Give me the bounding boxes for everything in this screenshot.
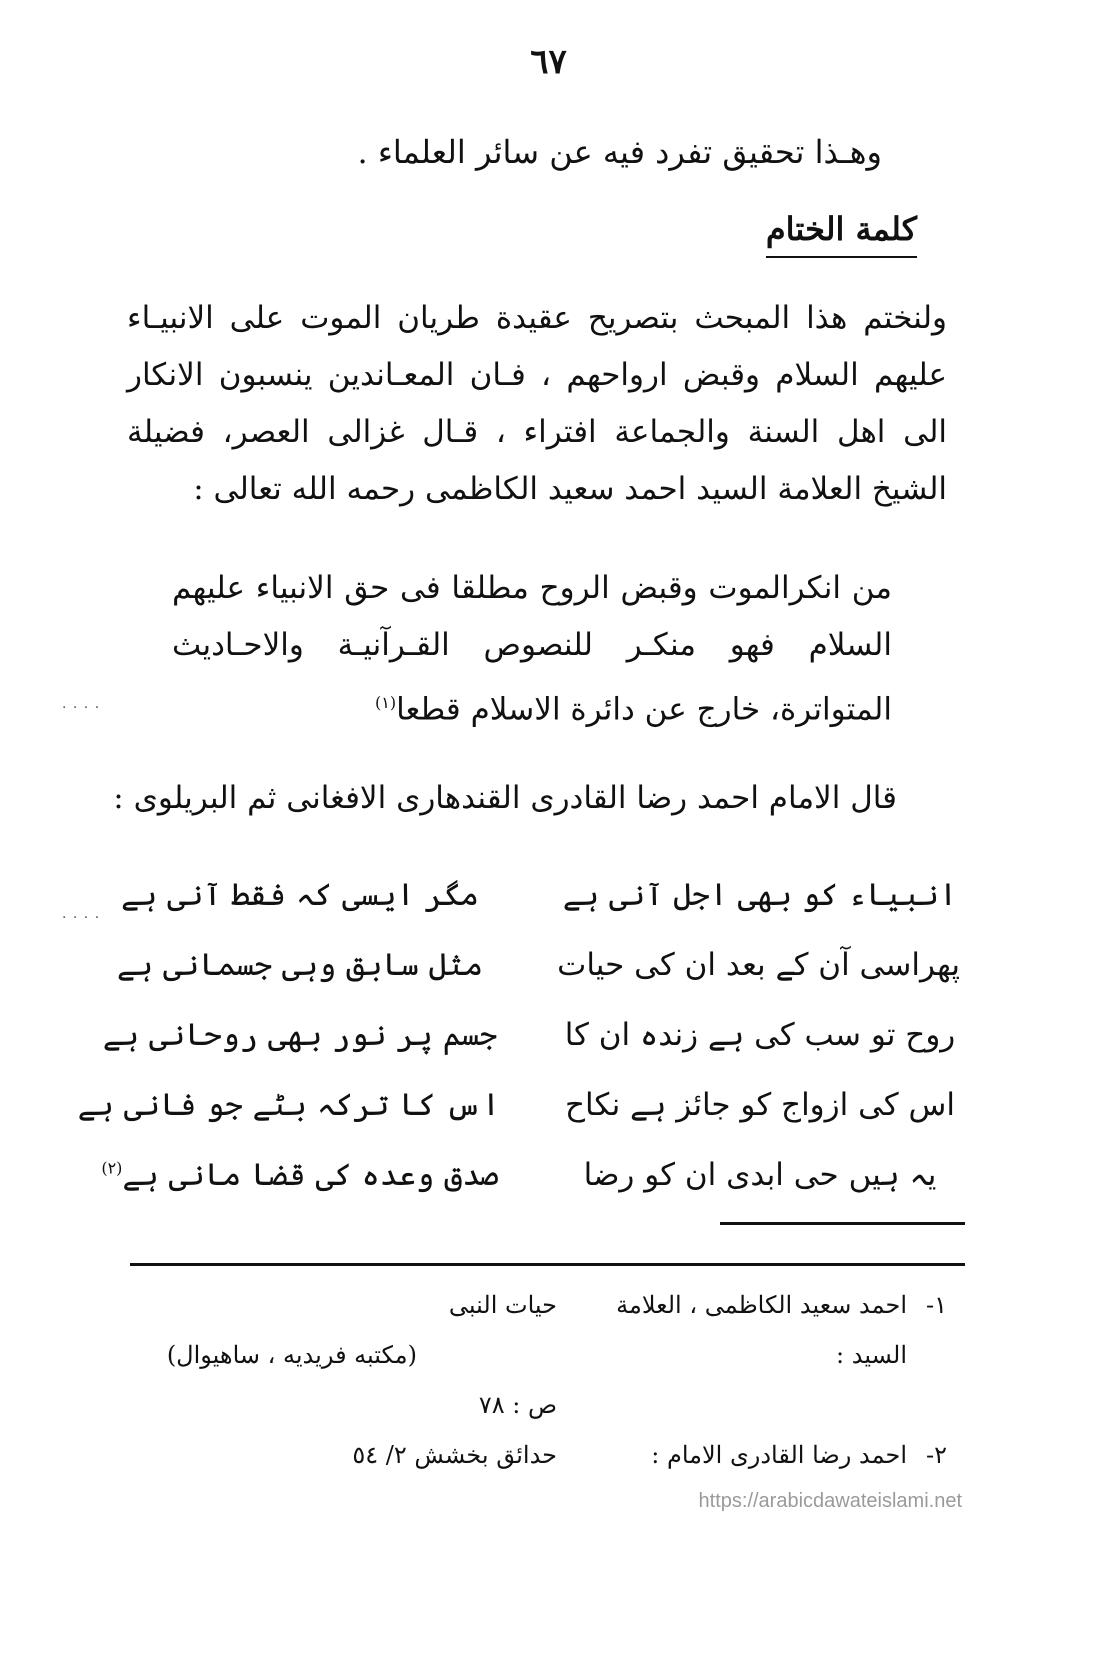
footnote-author: احمد رضا القادرى الامام :	[651, 1441, 907, 1469]
section-heading: كلمة الختام	[766, 210, 917, 258]
verse-row	[100, 860, 960, 930]
hemistich-first: اس کی ازواج کو جائز ہے نکاح	[565, 1087, 955, 1123]
footnote-page: ص : ٧٨	[478, 1391, 557, 1419]
quote-block	[172, 560, 892, 738]
hemistich-first: انبیاء کو بھی اجل آنی ہے	[562, 877, 958, 913]
footnote-1-line-1	[97, 1280, 947, 1330]
margin-mark: · · · ·	[62, 700, 101, 716]
hemistich-second: اس کا ترکہ بٹے جو فانی ہے	[77, 1087, 500, 1123]
hemistich-second: جسم پر نور بھی روحانی ہے	[102, 1017, 498, 1053]
quote-text: من انكرالموت وقبض الروح مطلقا فى حق الانبياء عليهم السلام فهو منكـر للنصوص القـرآنيـة والاحـاديث المتواترة، خارج عن دائرة الاسلام قطعا	[172, 570, 892, 728]
hemistich-second: مثل سابق وہی جسمانی ہے	[116, 947, 484, 983]
footnote-number: ١-	[926, 1291, 947, 1319]
margin-mark: · · · ·	[62, 910, 101, 926]
footnote-ref-2: (٢)	[101, 1158, 123, 1178]
hemistich-second: صدق وعدہ کی قضا مانی ہے$^{(٢)}$	[101, 1157, 499, 1193]
poem-end-rule	[720, 1222, 965, 1225]
footnote-1-line-2	[97, 1330, 947, 1380]
footnote-publisher: (مكتبه فريديه ، ساهيوال)	[166, 1341, 417, 1369]
hemistich-first: یہ ہیں حی ابدی ان کو رضا	[583, 1157, 937, 1193]
poem	[77, 860, 960, 1210]
footnote-1-line-3	[97, 1380, 947, 1430]
footnote-author: احمد سعيد الكاظمى ، العلامة	[616, 1291, 907, 1319]
footnote-number: ٢-	[926, 1441, 947, 1469]
hemistich-second: مگر ایسی کہ فقط آنی ہے	[120, 877, 480, 913]
footnote-title: حيات النبى	[448, 1291, 557, 1319]
body-paragraph: ولنختم هذا المبحث بتصريح عقيدة طريان الموت على الانبيـاء عليهم السلام وقبض ارواحهم ، فـان المعـاندين ينسبون الانكار الى اهل السنة والجماعة افتراء ، قـال غزالى العصر، فضيلة الشيخ العلامة السيد احمد سعيد الكاظمى رحمه الله تعالى :	[127, 300, 947, 507]
verse-row	[100, 930, 960, 1000]
verse-row	[77, 1070, 960, 1140]
footnote-separator	[130, 1263, 965, 1266]
page-number: ٦٧	[530, 42, 567, 82]
verse-row	[100, 1000, 960, 1070]
hemistich-first: روح تو سب کی ہے زندہ ان کا	[564, 1017, 956, 1053]
footnote-2	[97, 1430, 947, 1480]
footnote-ref-1: (١)	[375, 693, 397, 712]
footnotes	[97, 1280, 947, 1480]
closing-line: وهـذا تحقيق تفرد فيه عن سائر العلماء .	[357, 133, 882, 171]
poem-attribution: قال الامام احمد رضا القادرى القندهارى الافغانى ثم البريلوى :	[113, 780, 897, 816]
verse-row	[100, 1140, 960, 1210]
footnote-title: حدائق بخشش ٢/ ٥٤	[352, 1441, 557, 1469]
footnote-author-cont: السيد :	[836, 1341, 907, 1369]
source-watermark: https://arabicdawateislami.net	[698, 1490, 962, 1512]
hemistich-first: پھراسی آن کے بعد ان کی حیات	[557, 947, 960, 983]
